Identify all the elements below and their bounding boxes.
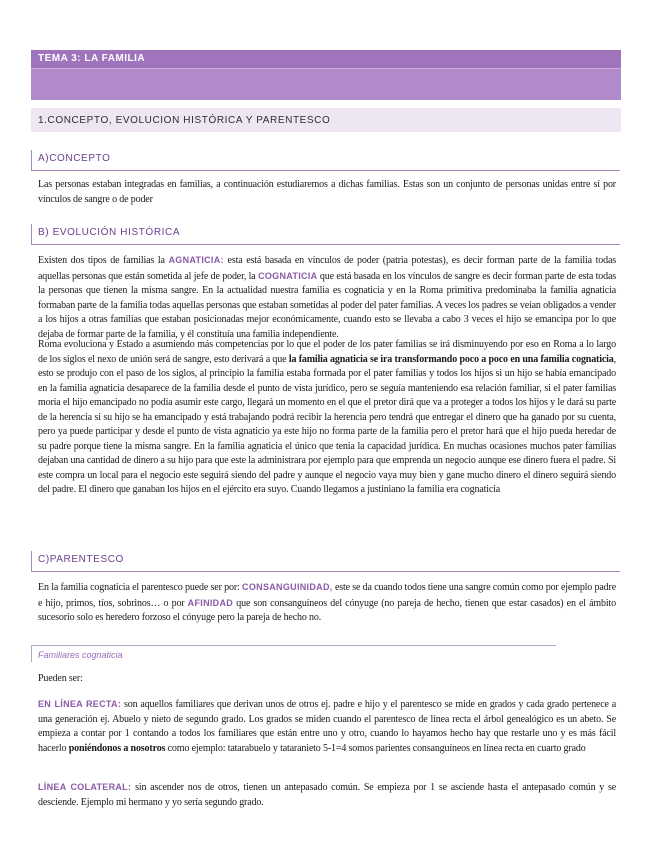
heading-concepto: A)CONCEPTO — [31, 150, 620, 171]
bold-phrase: la familia agnaticia se ira transformando poco a poco en una familia cognaticia — [288, 353, 614, 365]
concepto-text: Las personas estaban integradas en familias, a continuación estudiaremos a dichas familias. Estas son un conjunto de personas unidas entre sí por vínculos de sangre o de poder — [38, 179, 616, 205]
keyword-consanguinidad: CONSANGUINIDAD, — [242, 582, 333, 592]
section-title: 1.CONCEPTO, EVOLUCION HISTÓRICA Y PARENTESCO — [38, 115, 331, 126]
linea-colateral-text: LÍNEA COLATERAL: sin ascender nos de otros, tienen un antepasado común. Se empieza por 1 se asciende hasta el antepasado común y se desciende. Ejemplo mi hermano y yo sería segundo grado. — [38, 782, 616, 808]
evolucion-paragraph-1: Existen dos tipos de familias la AGNATICIA: esta está basada en vínculos de poder (patria potestas), es decir forman parte de la familia todas aquellas personas que están sometida al jefe de poder, la COGNATICIA que está basada en los vínculos de sangre es decir forman parte de esta todas la personas que tienen la misma sangre. En la actualidad nuestra familia es cognaticia y en la Roma primitiva predominaba la familia agnaticia formaban parte de la familia todas aquellas personas que estaban sometidas al poder del pater familias. A veces los padres se veían obligados a vender a los hijos a otras familias que estaban posicionadas mejor económicamente, cuando esto se llevaba a cabo 3 veces el hijo se emancipa por lo que dejaba de formar parte de la familia, y él constituía una familia independiente. — [38, 255, 616, 340]
familiares-intro: Pueden ser: — [38, 673, 83, 684]
tema-title-band — [31, 50, 621, 100]
heading-parentesco: C)PARENTESCO — [31, 551, 620, 572]
keyword-agnaticia: AGNATICIA: — [168, 255, 224, 265]
heading-familiares-cognaticia: Familiares cognaticia — [31, 645, 556, 662]
heading-evolucion: B) EVOLUCIÓN HISTÓRICA — [31, 224, 620, 245]
keyword-linea-recta: EN LÍNEA RECTA: — [38, 699, 122, 709]
keyword-cognaticia: COGNATICIA — [258, 270, 318, 281]
keyword-linea-colateral: LÍNEA COLATERAL: — [38, 782, 132, 792]
tema-title: TEMA 3: LA FAMILIA — [38, 53, 146, 64]
evolucion-paragraph-2: Roma evoluciona y Estado a asumiendo más competencias por lo que el poder de los pater familias se irá disminuyendo por eso en Roma a lo largo de los siglos el nexo de unión será de sangre, esto derivará a que la familia agnaticia se ira transformando poco a poco en una familia cognaticia, esto se produjo con el paso de los siglos, al principio la familia estaba formada por el pater familias y todos los hijos si un hijo se había emancipado en la familia agnaticia desaparece de la familia desde el punto de vista jurídico, pero se seguía manteniendo esa relación familiar, si el pater familias moría el hijo emancipado no podía asumir este cargo, llegará un momento en el que el pretor dirá que va a proteger a todos los hijos y le dará su parte de la herencia si su hijo se ha emancipado y está trabajando podrá recibir la herencia pero tendrá que entregar el dinero que ha ganado por su cuenta, pero ya puede participar y desde el punto de vista agnaticio ya este hijo no forma parte de la familia pero el pretor hará que el hijo pueda heredar de su padre porque tiene la misma sangre. En la familia agnaticia el único que tenía la capacidad jurídica. En muchas ocasiones muchos pater familias dejaban una cantidad de dinero a su hijo para que este la administrara por ejemplo para que emprenda un negocio aunque ese dinero fuera el padre. Si este compra un local para el negocio este seguirá siendo del padre y aunque el negocio vaya muy bien y gane mucho dinero el dinero seguirá siendo del padre. El dinero que ganaban los hijos en el ejército era suyo. Cuando llegamos a justiniano la familia era cognaticia — [38, 339, 616, 495]
keyword-afinidad: AFINIDAD — [187, 597, 234, 608]
section-title-band — [31, 108, 621, 132]
parentesco-text: En la familia cognaticia el parentesco puede ser por: CONSANGUINIDAD, este se da cuando todos tiene una sangre común como por ejemplo padre e hijo, primos, tíos, sobrinos… o por AFINIDAD que son consanguíneos del cónyuge (no pareja de hecho, tienen que estar casados) en el ámbito sucesorio solo es heredero forzoso el cónyuge pero la pareja de hecho no. — [38, 582, 616, 623]
linea-recta-text: EN LÍNEA RECTA: son aquellos familiares que derivan unos de otros ej. padre e hijo y el parentesco se mide en grados y cada grado pertenece a una generación ej. Abuelo y nieto de segundo grado. Los grados se miden cuando el parentesco de línea recta el árbol genealógico es un abeto. Se empieza a contar por 1 contando a todos los familiares que están entre uno y otro, cuando lo hayamos hecho hay que restarle uno y es más fácil hacerlo poniéndonos a nosotros como ejemplo: tatarabuelo y tataranieto 5-1=4 somos parientes consanguíneos en línea recta en cuarto grado — [38, 699, 616, 754]
